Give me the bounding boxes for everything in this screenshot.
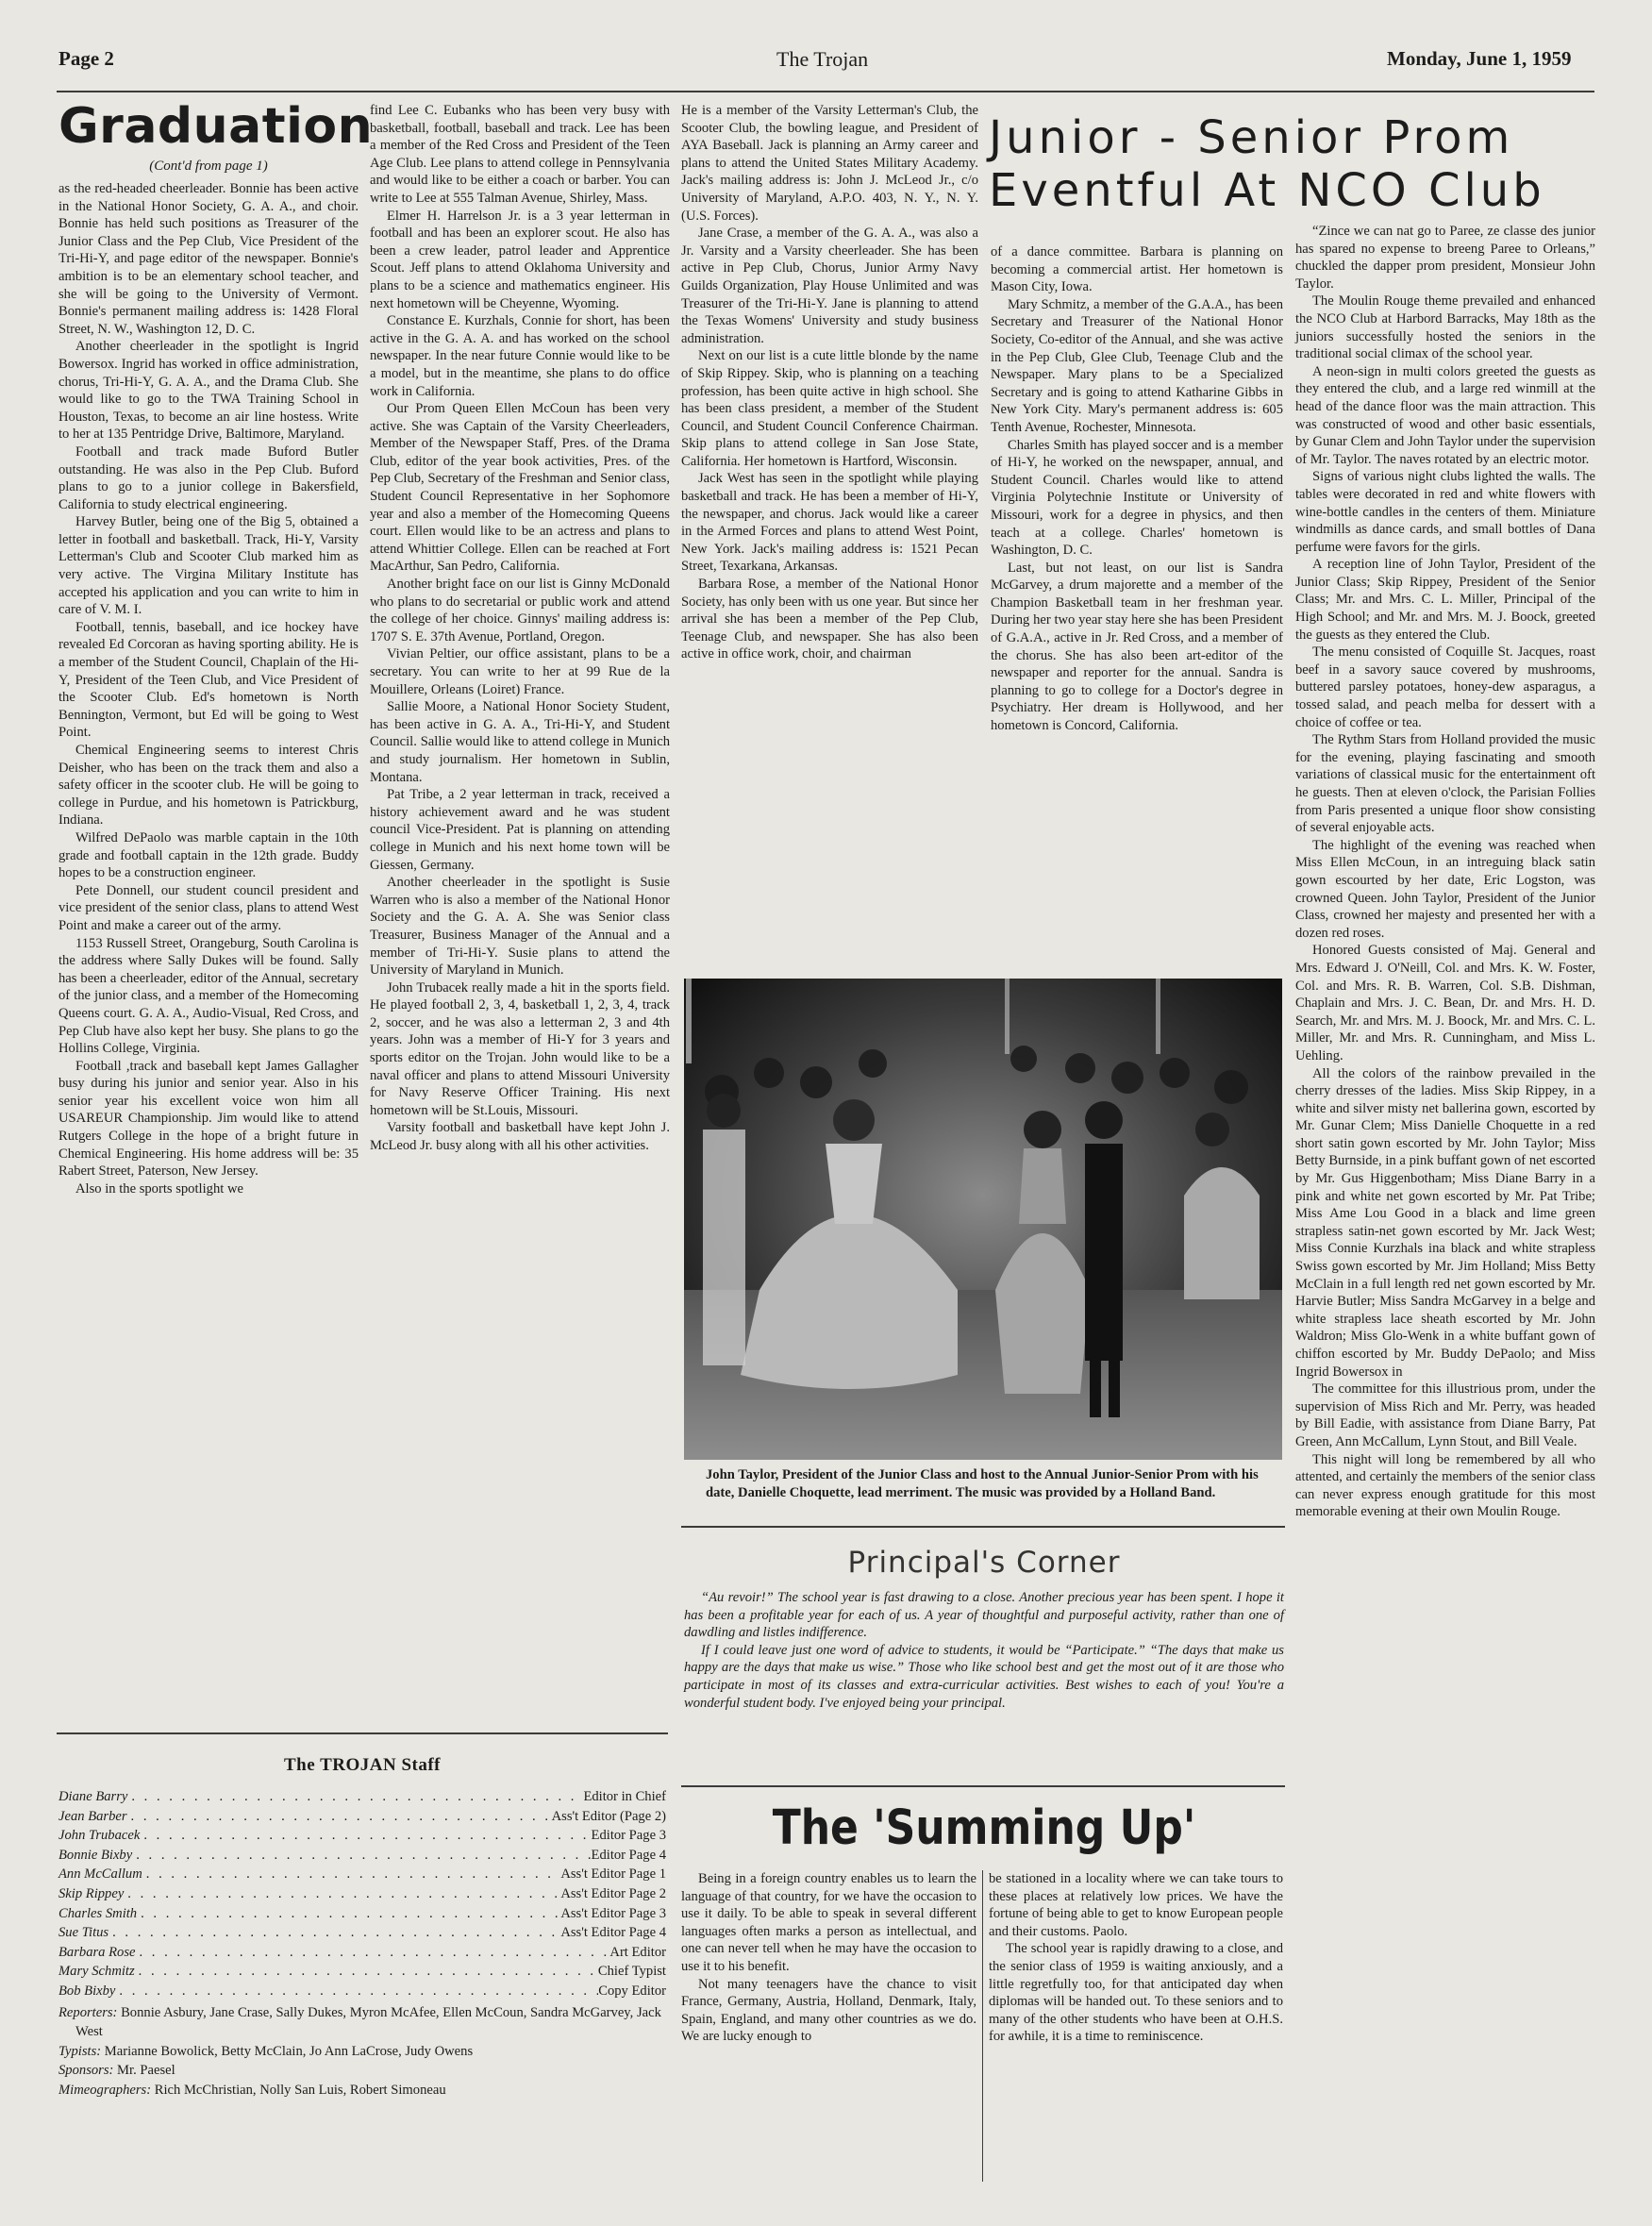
principals-corner bbox=[684, 1546, 1284, 1712]
paragraph: Another bright face on our list is Ginny McDonald who plans to do secretarial or public work and attend the college of her choice. Ginnys' mailing address is: 1707 S. E. 37th Avenue, Portland, Oregon. bbox=[370, 577, 670, 644]
staff-name: Ann McCallum bbox=[58, 1866, 142, 1883]
paragraph: of a dance committee. Barbara is planning on becoming a commercial artist. Her hometown is Mason City, Iowa. bbox=[991, 244, 1283, 295]
staff-role: Editor Page 4 bbox=[591, 1847, 666, 1863]
staff-row bbox=[58, 1846, 666, 1866]
paragraph: Pat Tribe, a 2 year letterman in track, received a history achievement award and he was student council Vice-President. Pat is planning on attending college in Munich and his next home town will be Giessen, Germany. bbox=[370, 787, 670, 873]
paragraph: Another cheerleader in the spotlight is Susie Warren who is also a member of the National Honor Society and the G. A. A. She was Senior class Treasurer, Business Manager of the Annual and a member of Tri-Hi-Y. Susie plans to attend the University of Maryland in Munich. bbox=[370, 875, 670, 979]
paragraph: Another cheerleader in the spotlight is Ingrid Bowersox. Ingrid has worked in office administration, chorus, Tri-Hi-Y, G. A. A., and the Drama Club. She would like to go to the TWA Training School in Houston, Texas, to become an air line hostess. Write to her at 135 Pentridge Drive, Baltimore, Maryland. bbox=[58, 339, 359, 443]
header-rule bbox=[57, 91, 1594, 92]
staff-role: Editor Page 3 bbox=[591, 1828, 666, 1844]
prom-headline bbox=[989, 111, 1593, 217]
paragraph: Elmer H. Harrelson Jr. is a 3 year letterman in football and has been an explorer scout. He also has been a crew leader, patrol leader and Apprentice Scout. Jeff plans to attend Oklahoma University and plans to be a science and mathematics engineer. His next hometown will be Cheyenne, Wyoming. bbox=[370, 208, 670, 311]
paragraph: Charles Smith has played soccer and is a member of Hi-Y, he worked on the newspaper, annual, and Student Council. Charles would like to attend Virginia Polytechnie Institute or University of Missouri, work for a degree in physics, and then teach at a college. Charles' hometown is Washington, D. C. bbox=[991, 437, 1283, 559]
leader-dots bbox=[108, 1923, 560, 1943]
staff-name: Jean Barber bbox=[58, 1808, 127, 1824]
staff-name: Bob Bixby bbox=[58, 1983, 116, 1999]
staff-row bbox=[58, 1962, 666, 1982]
paragraph: The menu consisted of Coquille St. Jacques, roast beef in a savory sauce covered by mushrooms, buttered parsley potatoes, honey-dew asparagus, a tossed salad, and peach melba for dessert with a choice of coffee or tea. bbox=[1295, 644, 1595, 730]
paragraph: Jack West has seen in the spotlight while playing basketball and track. He has been a member of Hi-Y, the newspaper, and chorus. Jack would like a career in the Armed Forces and plans to attend West Point, New York. Jack's mailing address is: 1521 Pecan Street, Texarkana, Arkansas. bbox=[681, 471, 978, 575]
summing-up-title: The 'Summing Up' bbox=[772, 1800, 1196, 1856]
prom-photo bbox=[684, 979, 1282, 1460]
paragraph: The committee for this illustrious prom, under the supervision of Miss Rich and Mr. Perry, was headed by Bill Eadie, with assistance from Diane Barry, Pat Green, Ann McCallum, Lynn Stout, and Bill Veale. bbox=[1295, 1381, 1595, 1449]
graduation-text-1 bbox=[58, 180, 359, 1197]
paragraph: 1153 Russell Street, Orangeburg, South Carolina is the address where Sally Dukes will be found. Sally has been a cheerleader, editor of the Annual, secretary of the junior class, and a member of the Homecoming Queens court. G. A. A., Audio-Visual, Red Cross, and Pep Club have also kept her busy. She plans to go the Hollins College, Virginia. bbox=[58, 935, 359, 1057]
caption-rule bbox=[681, 1526, 1285, 1528]
paragraph: Football, tennis, baseball, and ice hockey have revealed Ed Corcoran as having sporting ability. He is a member of the Student Council, Chaplain of the Hi-Y, President of the Teen Club, and Vice President of the Scooter Club. Ed's hometown is North Bennington, Vermont, but Ed will be going to West Point. bbox=[58, 619, 359, 741]
staff-name: John Trubacek bbox=[58, 1828, 141, 1844]
prom-headline-line-2: Eventful At NCO Club bbox=[989, 164, 1545, 217]
typists-label: Typists: bbox=[58, 2043, 102, 2059]
staff-row bbox=[58, 1865, 666, 1884]
leader-dots bbox=[140, 1826, 591, 1846]
paragraph: He is a member of the Varsity Letterman's Club, the Scooter Club, the bowling league, and President of AYA Baseball. Jack is planning an Army career and plans to attend the United States Military Academy. Jack's mailing address is: John J. McLeod Jr., c/o University of Maryland, A.P.O. 403, N. Y., N. Y. (U.S. Forces). bbox=[681, 103, 978, 224]
paragraph: Football and track made Buford Butler outstanding. He was also in the Pep Club. Buford plans to go to a junior college in Bakersfield, California to study electrical engineering. bbox=[58, 444, 359, 512]
principals-corner-rule bbox=[681, 1785, 1285, 1787]
principals-corner-title: Principal's Corner bbox=[847, 1546, 1121, 1580]
paragraph: The school year is rapidly drawing to a close, and the senior class of 1959 is waiting anxiously, and a little regretfully too, for that anticipated day when diplomas will be handed out. To these seniors and to many of the other students who have been at O.H.S. for awhile, it is a time to reminiscence. bbox=[989, 1941, 1283, 2045]
paragraph: The Moulin Rouge theme prevailed and enhanced the NCO Club at Harbord Barracks, May 18th as the juniors successfully hosted the seniors in the traditional social climax of the school year. bbox=[1295, 293, 1595, 362]
principals-corner-text bbox=[684, 1589, 1284, 1712]
paragraph: The highlight of the evening was reached when Miss Ellen McCoun, in an intreguing black satin gown escourted by her date, Eric Logston, was crowned Queen. John Taylor, President of the Junior Class, crowned her majesty and presented her with a dozen red roses. bbox=[1295, 837, 1595, 941]
paragraph: Football ,track and baseball kept James Gallagher busy during his junior and senior year. Also in his senior year his excellent voice won him all USAREUR Championship. Jim would like to attend Rutgers College in the hope of a bright future in Chemical Engineering. His home address will be: 35 Rabert Street, Paterson, New Jersey. bbox=[58, 1058, 359, 1180]
paragraph: Honored Guests consisted of Maj. General and Mrs. Edward J. O'Neill, Col. and Mrs. K. W. Foster, Col. and Mrs. R. B. Warren, Col. S.B. Dishman, Chaplain and Mrs. J. C. Bean, Dr. and Mrs. H. D. Search, Mr. and Mrs. M. J. Boock, Mr. and Mrs. C. L. Miller, Mr. and Mrs. R. Cunningham, and Miss L. Uehling. bbox=[1295, 943, 1595, 1063]
paragraph: A reception line of John Taylor, President of the Junior Class; Skip Rippey, President of the Senior Class; Mr. and Mrs. C. L. Miller, Principal of the High School; and Mr. and Mrs. M. J. Boock, greeted the guests as they entered the Club. bbox=[1295, 557, 1595, 643]
staff-credits bbox=[58, 2003, 666, 2100]
paragraph: Vivian Peltier, our office assistant, plans to be a secretary. You can write to her at 99 Rue de la Mouillere, Orleans (Loiret) France. bbox=[370, 646, 670, 697]
paragraph: Jane Crase, a member of the G. A. A., was also a Jr. Varsity and a Varsity cheerleader. She has been active in Pep Club, Chorus, Junior Army Navy Guilds Organization, Play House Unlimited and was Treasurer of the Tri-Hi-Y. Jane is planning to attend the Texas Womens' University and study business administration. bbox=[681, 226, 978, 346]
staff-name: Sue Titus bbox=[58, 1925, 109, 1941]
staff-name: Bonnie Bixby bbox=[58, 1847, 133, 1863]
leader-dots bbox=[127, 1787, 583, 1807]
continued-note: (Cont'd from page 1) bbox=[149, 159, 268, 174]
paragraph: Being in a foreign country enables us to learn the language of that country, for we have the occasion to use it daily. To be able to speak in several different languages often marks a person as intellectual, and one can never tell when he may have the occasion to use it to his benefit. bbox=[681, 1871, 976, 1974]
paragraph: Last, but not least, on our list is Sandra McGarvey, a drum majorette and a member of the Champion Basketball team in her freshman year. During her two year stay here she has been President of G.A.A., active in Jr. Red Cross, and a member of the chorus. She has also been art-editor of the newspaper and reporter for the annual. Sandra is planning to go to college for a Doctor's degree in Psychiatry. Her dream is Hollywood, and her hometown is Concord, California. bbox=[991, 560, 1283, 734]
paragraph: Harvey Butler, being one of the Big 5, obtained a letter in football and basketball. Track, Hi-Y, Varsity Letterman's Club and Scooter Club marked him as very active. The Virgina Military Institute has accepted his application and you can write to him in care of V. M. I. bbox=[58, 514, 359, 618]
sponsors-label: Sponsors: bbox=[58, 2063, 114, 2079]
page-number: Page 2 bbox=[58, 47, 114, 70]
staff-name: Charles Smith bbox=[58, 1905, 138, 1921]
photo-caption: John Taylor, President of the Junior Class and host to the Annual Junior-Senior Prom with his date, Danielle Choquette, lead merriment. The music was provided by a Holland Band. bbox=[706, 1467, 1259, 1500]
paragraph: The Rythm Stars from Holland provided the music for the evening, playing fascinating and smooth variations of classical music for the entertainment oft he guests. Then at eleven o'clock, the Parisian Follies from Paris presented a unique floor show consisting of several enjoyable acts. bbox=[1295, 732, 1595, 836]
paragraph: Chemical Engineering seems to interest Chris Deisher, who has been on the track them and also a safety officer in the scooter club. He will be going to college in Purdue, and his hometown is Patrickburg, Indiana. bbox=[58, 743, 359, 828]
staff-name: Barbara Rose bbox=[58, 1944, 136, 1960]
paragraph: John Trubacek really made a hit in the sports field. He played football 2, 3, 4, basketball 1, 2, 3, 4, track 2, soccer, and he was also a letterman 2, 3 and 4th years. John was a member of Hi-Y for 3 years and sports editor on the Trojan. John would like to be a naval officer and plans to attend Missouri University for Navy Reserve Officer Training. His next hometown will be St.Louis, Missouri. bbox=[370, 979, 670, 1118]
staff-role: Copy Editor bbox=[598, 1983, 666, 1999]
typists-line bbox=[58, 2042, 666, 2062]
staff-rule bbox=[57, 1732, 668, 1734]
staff-role: Ass't Editor (Page 2) bbox=[551, 1808, 666, 1824]
reporters-label: Reporters: bbox=[58, 2004, 118, 2020]
staff-name: Diane Barry bbox=[58, 1789, 128, 1804]
mimeographers-label: Mimeographers: bbox=[58, 2082, 152, 2098]
staff-role: Ass't Editor Page 3 bbox=[560, 1905, 666, 1921]
paragraph: Next on our list is a cute little blonde by the name of Skip Rippey. Skip, who is planning on a teaching profession, has been quite active in high school. She has been class president, a member of the Student Council, and Student Council Conference Chairman. Skip plans to attend college in San Jose State, California. Her hometown is Hartford, Wisconsin. bbox=[681, 348, 978, 469]
paragraph: Also in the sports spotlight we bbox=[75, 1180, 243, 1197]
staff-row bbox=[58, 1982, 666, 2001]
paragraph: A neon-sign in multi colors greeted the guests as they entered the club, and a large red winmill at the head of the dance floor was the main attraction. This was constructed of wood and other basic essentials, by Gunar Clem and John Taylor under the supervision of Mr. Taylor. The naves rotated by an electric motor. bbox=[1295, 363, 1595, 467]
staff-role: Ass't Editor Page 2 bbox=[560, 1885, 666, 1901]
paragraph: This night will long be remembered by all who attented, and certainly the members of the senior class can never express enough gratitude for this most memorable evening at their own Moulin Rouge. bbox=[1295, 1451, 1595, 1520]
leader-dots bbox=[137, 1904, 560, 1924]
staff-role: Ass't Editor Page 1 bbox=[560, 1866, 666, 1883]
graduation-column-4 bbox=[991, 243, 1283, 735]
paragraph: Constance E. Kurzhals, Connie for short, has been active in the G. A. A. and has worked on the school newspaper. In the near future Connie would like to be a model, but in the meantime, she plans to do office work in California. bbox=[370, 313, 670, 399]
leader-dots bbox=[142, 1865, 561, 1884]
staff-row bbox=[58, 1826, 666, 1846]
graduation-column-1 bbox=[58, 98, 374, 1197]
paragraph: be stationed in a locality where we can take tours to these places at relatively low prices. We have the fortune of being able to get to know European people and their customs. Paolo. bbox=[989, 1871, 1283, 1939]
paragraph: Pete Donnell, our student council president and vice president of the senior class, plans to attend West Point and make a career out of the army. bbox=[58, 882, 359, 933]
paragraph: Wilfred DePaolo was marble captain in the 10th grade and football captain in the 12th grade. Buddy hopes to be a construction engineer. bbox=[58, 829, 359, 881]
paper-name: The Trojan bbox=[776, 47, 869, 71]
staff-list bbox=[58, 1787, 666, 2001]
staff-role: Editor in Chief bbox=[583, 1789, 666, 1804]
staff-row bbox=[58, 1923, 666, 1943]
paragraph: Not many teenagers have the chance to visit France, Germany, Austria, Holland, Denmark, Italy, Spain, England, and many other countries as we do. We are lucky enough to bbox=[681, 1976, 976, 2045]
summing-divider bbox=[982, 1870, 983, 2182]
paragraph: find Lee C. Eubanks who has been very busy with basketball, football, baseball and track. Lee has been a member of the Red Cross and President of the Teen Age Club. Lee plans to attend college in Pennsylvania and would like to be either a coach or barber. You can write to Lee at 555 Talman Avenue, Shirley, Mass. bbox=[370, 103, 670, 206]
sponsors-names: Mr. Paesel bbox=[117, 2063, 175, 2079]
paragraph: “Zince we can nat go to Paree, ze classe des junior has spared no expense to breeng Paree to Orleans,” chuckled the dapper prom president, Monsieur John Taylor. bbox=[1295, 224, 1595, 292]
paragraph: Varsity football and basketball have kept John J. McLeod Jr. busy along with all his other activities. bbox=[370, 1120, 670, 1154]
prom-dance-photo-image bbox=[684, 979, 1282, 1460]
staff-row bbox=[58, 1884, 666, 1904]
staff-row bbox=[58, 1943, 666, 1963]
paragraph: Signs of various night clubs lighted the walls. The tables were decorated in red and white flowers with wine-bottle candles in the centers of them. Miniature windmills as dance cards, and small bottles of Dana perfume were favors for the girls. bbox=[1295, 469, 1595, 555]
staff-role: Ass't Editor Page 4 bbox=[560, 1925, 666, 1941]
leader-dots bbox=[124, 1884, 560, 1904]
reporters-names: Bonnie Asbury, Jane Crase, Sally Dukes, Myron McAfee, Ellen McCoun, Sandra McGarvey, Jack West bbox=[75, 2004, 661, 2040]
typists-names: Marianne Bowolick, Betty McClain, Jo Ann LaCrose, Judy Owens bbox=[104, 2043, 474, 2059]
staff-role: Chief Typist bbox=[597, 1964, 666, 1980]
paragraph: “Au revoir!” The school year is fast drawing to a close. Another precious year has been spent. I hope it has been a profitable year for each of us. A year of thoughtful and purposeful activity, rather than one of dawdling and listles indifference. bbox=[684, 1590, 1284, 1641]
paragraph: Barbara Rose, a member of the National Honor Society, has only been with us one year. But since her arrival she has been a member of the Pep Club, Teenage Club, and newspaper. She has also been active in office work, choir, and chairman bbox=[681, 577, 978, 662]
staff-name: Skip Rippey bbox=[58, 1885, 125, 1901]
paragraph: Mary Schmitz, a member of the G.A.A., has been Secretary and Treasurer of the National Honor Society, Co-editor of the Annual, and she was active in the Pep Club, Glee Club, Teenage Club and the Newspaper. Mary plans to be a Specialized Secretary and is going to attend Katharine Gibbs in New York City. Mary's permanent address is: 605 Tenth Avenue, Rochester, Minnesota. bbox=[991, 296, 1283, 435]
mimeographers-line bbox=[58, 2081, 666, 2100]
staff-row bbox=[58, 1787, 666, 1807]
leader-dots bbox=[127, 1807, 552, 1827]
prom-headline-line-1: Junior - Senior Prom bbox=[989, 111, 1514, 164]
staff-row bbox=[58, 1807, 666, 1827]
staff-row bbox=[58, 1904, 666, 1924]
summing-up-right bbox=[989, 1870, 1283, 2046]
graduation-headline: Graduation bbox=[58, 98, 374, 155]
graduation-column-2 bbox=[370, 102, 670, 1155]
issue-date: Monday, June 1, 1959 bbox=[1387, 47, 1572, 70]
trojan-staff-box bbox=[58, 1755, 666, 2100]
reporters-line bbox=[58, 2003, 666, 2042]
leader-dots bbox=[135, 1962, 598, 1982]
paragraph: If I could leave just one word of advice to students, it would be “Participate.” “The days that make us happy are the days that make us wise.” Those who like school best and get the most out of it are those who participate in most of its classes and extra-curricular activities. Best wishes to each of you! You're a wonderful student body. I've enjoyed being your principal. bbox=[684, 1642, 1284, 1711]
sponsors-line bbox=[58, 2061, 666, 2081]
graduation-column-3 bbox=[681, 102, 978, 663]
mimeographers-names: Rich McChristian, Nolly San Luis, Robert Simoneau bbox=[154, 2082, 446, 2098]
leader-dots bbox=[115, 1982, 598, 2001]
paragraph: Sallie Moore, a National Honor Society Student, has been active in G. A. A., Tri-Hi-Y, and Student Council. Sallie would like to attend college in Munich and study journalism. Her hometown in Sublin, Montana. bbox=[370, 699, 670, 785]
prom-article-column bbox=[1295, 223, 1595, 1521]
paragraph: Our Prom Queen Ellen McCoun has been very active. She was Captain of the Varsity Cheerleaders, Member of the Newspaper Staff, Pres. of the Drama Club, editor of the year book activities, Pres. of the Pep Club, Secretary of the Freshman and Senior class, Student Council Representative in her Sophomore year and also a member of the Homecoming Queens court. Ellen would like to be an actress and plans to attend Whittier College. Ellen can be reached at Fort MacArthur, San Pedro, California. bbox=[370, 401, 670, 575]
staff-role: Art Editor bbox=[609, 1944, 666, 1960]
leader-dots bbox=[135, 1943, 609, 1963]
summing-up-left bbox=[681, 1870, 976, 2046]
staff-name: Mary Schmitz bbox=[58, 1964, 135, 1980]
paragraph: as the red-headed cheerleader. Bonnie has been active in the National Honor Society, G. A. A., and choir. Bonnie has held such positions as Treasurer of the Junior Class and the Pep Club, Vice President of the Tri-Hi-Y, and page editor of the newspaper. Bonnie's ambition is to be an elementary school teacher, and she will be going to the University of Vermont. Bonnie's permanent mailing address is: 1428 Floral Street, N. W., Washington 12, D. C. bbox=[58, 181, 359, 337]
leader-dots bbox=[132, 1846, 591, 1866]
paragraph: All the colors of the rainbow prevailed in the cherry dresses of the ladies. Miss Skip Rippey, in a white and silver misty net ballerina gown, escorted by Mr. Gunar Clem; Miss Danielle Choquette in a red short satin gown escorted by Mr. John Taylor; Miss Betty Burnside, in a pink buffant gown of net escorted by Mr. Gus Higgenbotham; Miss Diane Barry in a pink and white net gown escorted by Mr. Pat Tribe; Miss Ame Lou Good in a black and lime green strapless satin-net gown escorted by Mr. Jack West; Miss Connie Kurzhals ina black and white strapless Swiss gown escorted by Mr. Jim Holland; Miss Betty McClain in a full length red net gown escorted by Mr. Harvie Butler; Miss Sandra McGarvey in a belge and white strapless lace sheath escorted by Mr. John Waldron; Miss Glo-Wenk in a white buffant gown of chiffon escorted by Mr. Buddy DePaolo; and Miss Ingrid Bowersox in bbox=[1295, 1065, 1595, 1380]
staff-title: The TROJAN Staff bbox=[284, 1755, 441, 1775]
